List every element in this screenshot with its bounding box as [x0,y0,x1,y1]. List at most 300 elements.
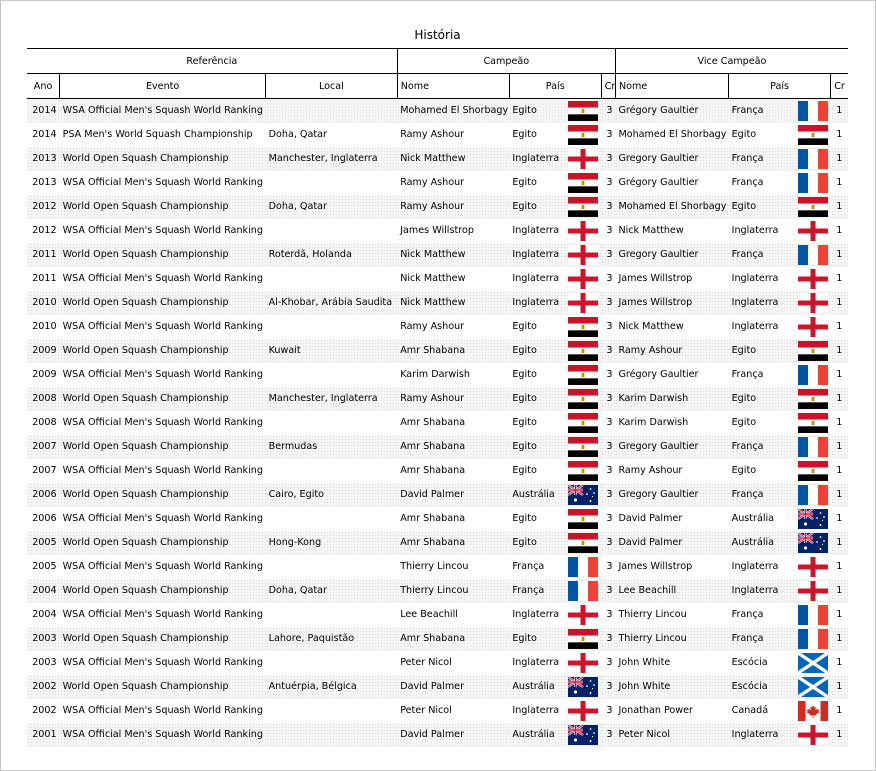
cell-champion-cr[interactable]: 3 [601,387,615,411]
table-row [27,483,848,507]
cell-champion-name[interactable]: Ramy Ashour [400,321,465,332]
cell-local[interactable] [266,267,398,291]
cell-local[interactable] [266,219,398,243]
cell-vice-name[interactable]: David Palmer [618,513,683,524]
cell-champion-country[interactable] [509,459,601,483]
column-header-vice-pais: País [729,74,831,99]
cell-champion-name[interactable]: Nick Matthew [397,147,509,171]
cell-champion-country[interactable] [509,507,601,531]
cell-vice-name[interactable]: Gregory Gaultier [615,243,728,267]
england-flag-icon [798,221,828,241]
cell-champion-name[interactable]: James Willstrop [400,225,474,236]
cell-champion-name[interactable]: Amr Shabana [400,417,466,428]
cell-evento[interactable]: World Open Squash Championship [60,387,266,411]
cell-local[interactable]: Kuwait [266,339,398,363]
cell-champion-name[interactable]: Amr Shabana [397,339,509,363]
cell-champion-name[interactable]: David Palmer [397,723,509,747]
page-title: História [414,28,461,42]
cell-champion-cr[interactable]: 3 [601,627,615,651]
vice-country-label: Egito [731,416,757,428]
cell-vice-country[interactable] [729,555,831,579]
cell-vice-cr[interactable]: 1 [836,561,843,572]
cell-champion-country[interactable] [509,363,601,387]
cell-vice-country[interactable] [729,603,831,627]
cell-vice-cr[interactable]: 1 [836,417,843,428]
england-flag-icon [568,269,598,289]
champion-country-label: Inglaterra [512,656,560,668]
cell-local[interactable] [266,459,398,483]
cell-ano[interactable]: 2007 [32,465,57,476]
table-row [27,339,848,363]
cell-vice-name[interactable]: Lee Beachill [615,579,728,603]
cell-champion-country[interactable] [509,99,601,123]
cell-evento[interactable]: WSA Official Men's Squash World Ranking [62,561,263,572]
egypt-flag-icon [798,461,828,481]
cell-champion-name[interactable]: Thierry Lincou [400,561,469,572]
france-flag-icon [798,485,828,505]
cell-vice-cr[interactable]: 1 [836,657,843,668]
cell-ano[interactable]: 2004 [27,579,60,603]
cell-vice-country[interactable] [729,339,831,363]
vice-country-label: Egito [731,344,757,356]
champion-country-label: Egito [512,344,537,356]
cell-local[interactable]: Manchester, Inglaterra [266,387,398,411]
cell-vice-country[interactable] [729,483,831,507]
cell-champion-name[interactable]: Ramy Ashour [397,195,509,219]
cell-champion-country[interactable] [509,531,601,555]
cell-champion-name[interactable]: Nick Matthew [397,243,509,267]
cell-evento[interactable]: WSA Official Men's Squash World Ranking [62,657,263,668]
cell-champion-cr[interactable]: 3 [601,675,615,699]
cell-champion-name[interactable]: Ramy Ashour [400,129,465,140]
cell-local[interactable]: Doha, Qatar [268,129,327,140]
cell-vice-country[interactable] [729,459,831,483]
cell-ano[interactable]: 2001 [27,723,60,747]
cell-local[interactable] [266,651,398,675]
cell-vice-name[interactable]: Gregory Gaultier [615,435,728,459]
cell-ano[interactable]: 2014 [27,99,60,123]
cell-ano[interactable]: 2005 [27,531,60,555]
champion-country-label: Egito [512,200,537,212]
cell-champion-cr[interactable]: 3 [606,609,613,620]
cell-ano[interactable]: 2005 [32,561,57,572]
champion-country-label: Egito [512,105,537,116]
cell-champion-country[interactable] [509,411,601,435]
cell-vice-cr[interactable]: 1 [836,129,843,140]
cell-vice-name[interactable]: Gregory Gaultier [615,147,728,171]
cell-vice-cr[interactable]: 1 [831,435,848,459]
cell-champion-cr[interactable]: 3 [601,435,615,459]
egypt-flag-icon [568,509,598,529]
cell-champion-cr[interactable]: 3 [606,321,613,332]
cell-vice-cr[interactable]: 1 [831,195,848,219]
cell-champion-country[interactable] [509,579,601,603]
vice-country-label: Inglaterra [731,320,779,332]
cell-champion-country[interactable] [509,267,601,291]
cell-vice-country[interactable] [729,243,831,267]
cell-vice-name[interactable]: Ramy Ashour [615,339,728,363]
cell-champion-name[interactable]: Mohamed El Shorbagy [397,99,509,123]
cell-local[interactable] [266,171,398,195]
champion-country-label: Inglaterra [512,272,560,284]
vice-country-label: França [731,248,764,260]
cell-vice-cr[interactable]: 1 [836,609,843,620]
france-flag-icon [798,173,828,193]
cell-evento[interactable]: World Open Squash Championship [60,435,266,459]
cell-evento[interactable]: WSA Official Men's Squash World Ranking [62,513,263,524]
cell-champion-cr[interactable]: 3 [601,147,615,171]
cell-champion-cr[interactable]: 3 [606,657,613,668]
cell-vice-cr[interactable]: 1 [836,513,843,524]
cell-evento[interactable]: WSA Official Men's Squash World Ranking [62,321,263,332]
champion-country-label: Egito [512,512,537,524]
cell-evento[interactable]: WSA Official Men's Squash World Ranking [60,99,266,123]
cell-vice-country[interactable] [729,579,831,603]
cell-evento[interactable]: PSA Men's World Squash Championship [62,129,253,140]
cell-vice-name[interactable]: David Palmer [615,531,728,555]
table-row [27,603,848,627]
cell-champion-country[interactable] [509,147,601,171]
cell-ano[interactable]: 2012 [32,225,57,236]
cell-vice-cr[interactable]: 1 [836,465,843,476]
cell-champion-country[interactable] [509,387,601,411]
cell-local[interactable]: Bermudas [266,435,398,459]
cell-ano[interactable]: 2007 [27,435,60,459]
cell-champion-name[interactable]: Ramy Ashour [400,177,465,188]
cell-vice-name[interactable]: James Willstrop [618,561,693,572]
cell-vice-country[interactable] [729,219,831,243]
vice-country-label: França [731,632,764,644]
cell-evento[interactable]: WSA Official Men's Squash World Ranking [62,369,263,380]
cell-vice-cr[interactable]: 1 [831,675,848,699]
cell-champion-cr[interactable]: 3 [606,465,613,476]
cell-champion-cr[interactable]: 3 [601,243,615,267]
column-header-ano: Ano [27,74,60,99]
cell-champion-country[interactable] [509,123,601,147]
england-flag-icon [568,245,598,265]
cell-local[interactable]: Doha, Qatar [266,195,398,219]
cell-champion-name[interactable]: Amr Shabana [400,513,466,524]
cell-vice-country[interactable] [729,147,831,171]
cell-local[interactable]: Manchester, Inglaterra [266,147,398,171]
australia-flag-icon [568,485,598,505]
cell-champion-name[interactable]: Lee Beachill [400,609,458,620]
cell-evento[interactable]: World Open Squash Championship [60,483,266,507]
cell-champion-country[interactable] [509,195,601,219]
cell-champion-cr[interactable]: 3 [601,531,615,555]
cell-vice-name[interactable]: James Willstrop [618,273,693,284]
table-row [27,315,848,339]
cell-vice-country[interactable] [729,435,831,459]
cell-local[interactable] [266,99,398,123]
vice-country-label: Egito [731,392,757,404]
cell-vice-country[interactable] [729,651,831,675]
cell-evento[interactable]: WSA Official Men's Squash World Ranking [62,417,263,428]
cell-ano[interactable]: 2014 [32,129,57,140]
cell-vice-cr[interactable]: 1 [831,483,848,507]
cell-evento[interactable]: World Open Squash Championship [60,291,266,315]
cell-local[interactable]: Roterdã, Holanda [266,243,398,267]
cell-ano[interactable]: 2009 [32,369,57,380]
cell-evento[interactable]: World Open Squash Championship [60,195,266,219]
cell-evento[interactable]: WSA Official Men's Squash World Ranking [62,705,263,716]
cell-vice-cr[interactable]: 1 [831,387,848,411]
cell-champion-name[interactable]: Peter Nicol [400,657,452,668]
group-header-campeao: Campeão [397,49,615,74]
cell-champion-country[interactable] [509,291,601,315]
cell-vice-cr[interactable]: 1 [836,369,843,380]
cell-vice-name[interactable]: Nick Matthew [618,225,684,236]
cell-evento[interactable]: WSA Official Men's Squash World Ranking [62,273,263,284]
cell-vice-name[interactable]: Mohamed El Shorbagy [618,129,727,140]
cell-champion-country[interactable] [509,243,601,267]
cell-champion-cr[interactable]: 3 [606,513,613,524]
cell-champion-cr[interactable]: 3 [601,195,615,219]
vice-country-label: Escócia [731,656,768,668]
cell-champion-country[interactable] [509,315,601,339]
cell-local[interactable]: Al-Khobar, Arábia Saudita [266,291,398,315]
column-header-champion-nome: Nome [397,74,509,99]
cell-vice-name[interactable]: Mohamed El Shorbagy [615,195,728,219]
england-flag-icon [568,149,598,169]
cell-champion-cr[interactable]: 3 [606,177,613,188]
cell-ano[interactable]: 2002 [32,705,57,716]
cell-vice-country[interactable] [729,723,831,747]
cell-ano[interactable]: 2011 [32,273,57,284]
champion-country-label: Inglaterra [512,608,560,620]
cell-champion-name[interactable]: Amr Shabana [397,531,509,555]
cell-local[interactable] [266,507,398,531]
vice-country-label: França [731,176,764,188]
egypt-flag-icon [568,125,598,145]
cell-ano[interactable]: 2011 [27,243,60,267]
cell-vice-name[interactable]: John White [615,675,728,699]
cell-vice-country[interactable] [729,387,831,411]
cell-ano[interactable]: 2009 [27,339,60,363]
cell-vice-name[interactable]: Peter Nicol [615,723,728,747]
cell-ano[interactable]: 2013 [32,177,57,188]
cell-champion-name[interactable]: Amr Shabana [400,465,466,476]
cell-champion-name[interactable]: Thierry Lincou [397,579,509,603]
table-row [27,627,848,651]
cell-local[interactable]: Cairo, Egito [266,483,398,507]
cell-vice-name[interactable]: Grégory Gaultier [618,177,699,188]
cell-vice-cr[interactable]: 1 [836,321,843,332]
cell-vice-country[interactable] [729,99,831,123]
cell-vice-name[interactable]: James Willstrop [615,291,728,315]
cell-champion-country[interactable] [509,699,601,723]
cell-champion-cr[interactable]: 3 [601,99,615,123]
cell-evento[interactable]: WSA Official Men's Squash World Ranking [62,609,263,620]
cell-vice-country[interactable] [729,531,831,555]
cell-champion-country[interactable] [509,603,601,627]
cell-vice-name[interactable]: Grégory Gaultier [618,369,699,380]
cell-champion-cr[interactable]: 3 [606,417,613,428]
cell-ano[interactable]: 2012 [27,195,60,219]
cell-champion-name[interactable]: Nick Matthew [400,273,466,284]
scotland-flag-icon [798,677,828,697]
cell-vice-cr[interactable]: 1 [831,579,848,603]
cell-local[interactable] [266,603,398,627]
cell-vice-country[interactable] [729,507,831,531]
cell-evento[interactable]: WSA Official Men's Squash World Ranking [62,177,263,188]
cell-champion-name[interactable]: Nick Matthew [397,291,509,315]
cell-vice-name[interactable]: Nick Matthew [618,321,684,332]
cell-ano[interactable]: 2003 [32,657,57,668]
cell-local[interactable]: Hong-Kong [266,531,398,555]
cell-champion-cr[interactable]: 3 [601,483,615,507]
cell-champion-name[interactable]: David Palmer [397,483,509,507]
cell-champion-country[interactable] [509,483,601,507]
column-header-local: Local [266,74,398,99]
cell-ano[interactable]: 2008 [32,417,57,428]
cell-vice-country[interactable] [729,195,831,219]
cell-evento[interactable]: WSA Official Men's Squash World Ranking [62,465,263,476]
cell-evento[interactable]: World Open Squash Championship [60,627,266,651]
cell-champion-cr[interactable]: 3 [606,561,613,572]
cell-evento[interactable]: World Open Squash Championship [60,531,266,555]
vice-country-label: Austrália [731,536,775,548]
cell-ano[interactable]: 2006 [27,483,60,507]
cell-vice-country[interactable] [729,171,831,195]
cell-evento[interactable]: World Open Squash Championship [60,147,266,171]
cell-champion-name[interactable]: Ramy Ashour [397,387,509,411]
cell-vice-country[interactable] [729,267,831,291]
cell-vice-cr[interactable]: 1 [831,627,848,651]
champion-country-label: Austrália [512,728,555,740]
cell-vice-name[interactable]: Karim Darwish [615,387,728,411]
cell-vice-name[interactable]: Thierry Lincou [618,609,687,620]
cell-evento[interactable]: WSA Official Men's Squash World Ranking [60,723,266,747]
cell-ano[interactable]: 2008 [27,387,60,411]
cell-local[interactable] [266,723,398,747]
cell-vice-name[interactable]: Karim Darwish [618,417,689,428]
champion-country-label: França [512,584,545,596]
cell-vice-country[interactable] [729,627,831,651]
cell-champion-country[interactable] [509,651,601,675]
cell-champion-cr[interactable]: 3 [606,273,613,284]
cell-vice-cr[interactable]: 1 [831,147,848,171]
cell-ano[interactable]: 2013 [27,147,60,171]
cell-vice-name[interactable]: Gregory Gaultier [615,483,728,507]
cell-vice-country[interactable] [729,411,831,435]
table-row [27,171,848,195]
cell-ano[interactable]: 2004 [32,609,57,620]
cell-vice-cr[interactable]: 1 [831,339,848,363]
cell-evento[interactable]: World Open Squash Championship [60,243,266,267]
cell-champion-cr[interactable]: 3 [606,129,613,140]
cell-ano[interactable]: 2006 [32,513,57,524]
cell-vice-cr[interactable]: 1 [836,225,843,236]
france-flag-icon [568,557,598,577]
cell-evento[interactable]: World Open Squash Championship [60,339,266,363]
cell-champion-cr[interactable]: 3 [601,291,615,315]
cell-local[interactable] [266,555,398,579]
cell-ano[interactable]: 2003 [27,627,60,651]
cell-champion-name[interactable]: Amr Shabana [397,627,509,651]
cell-champion-country[interactable] [509,171,601,195]
table-row [27,243,848,267]
egypt-flag-icon [568,101,598,121]
cell-vice-cr[interactable]: 1 [836,273,843,284]
cell-champion-country[interactable] [509,627,601,651]
cell-vice-name[interactable]: Ramy Ashour [618,465,683,476]
cell-vice-name[interactable]: John White [618,657,671,668]
cell-champion-country[interactable] [509,555,601,579]
cell-vice-cr[interactable]: 1 [831,99,848,123]
cell-champion-cr[interactable]: 3 [601,723,615,747]
cell-champion-country[interactable] [509,339,601,363]
cell-champion-country[interactable] [509,219,601,243]
cell-champion-country[interactable] [509,435,601,459]
cell-ano[interactable]: 2010 [27,291,60,315]
cell-champion-name[interactable]: David Palmer [397,675,509,699]
egypt-flag-icon [798,389,828,409]
cell-ano[interactable]: 2002 [27,675,60,699]
cell-vice-cr[interactable]: 1 [831,243,848,267]
cell-vice-country[interactable] [729,363,831,387]
egypt-flag-icon [568,197,598,217]
champion-country-label: Egito [512,128,537,140]
cell-local[interactable] [266,699,398,723]
cell-champion-cr[interactable]: 3 [606,369,613,380]
cell-vice-name[interactable]: Thierry Lincou [615,627,728,651]
cell-ano[interactable]: 2010 [32,321,57,332]
cell-vice-name[interactable]: Grégory Gaultier [615,99,728,123]
cell-champion-name[interactable]: Karim Darwish [400,369,470,380]
cell-champion-cr[interactable]: 3 [601,339,615,363]
cell-vice-cr[interactable]: 1 [831,291,848,315]
column-header-vice-cr: Cr [831,74,848,99]
cell-vice-cr[interactable]: 1 [836,705,843,716]
champion-country-label: Egito [512,440,537,452]
cell-vice-name[interactable]: Jonathan Power [618,705,693,716]
cell-champion-country[interactable] [509,675,601,699]
cell-local[interactable]: Lahore, Paquistão [266,627,398,651]
cell-vice-country[interactable] [729,123,831,147]
cell-vice-cr[interactable]: 1 [831,723,848,747]
cell-vice-country[interactable] [729,675,831,699]
cell-vice-cr[interactable]: 1 [831,531,848,555]
cell-evento[interactable]: WSA Official Men's Squash World Ranking [62,225,263,236]
cell-vice-country[interactable] [729,315,831,339]
cell-champion-cr[interactable]: 3 [606,225,613,236]
cell-champion-name[interactable]: Amr Shabana [397,435,509,459]
england-flag-icon [798,269,828,289]
cell-champion-name[interactable]: Peter Nicol [400,705,452,716]
champion-country-label: Inglaterra [512,152,560,164]
table-row [27,651,848,675]
egypt-flag-icon [798,413,828,433]
table-row [27,579,848,603]
cell-vice-country[interactable] [729,699,831,723]
cell-local[interactable]: Doha, Qatar [266,579,398,603]
cell-champion-cr[interactable]: 3 [606,705,613,716]
cell-local[interactable] [266,363,398,387]
cell-vice-cr[interactable]: 1 [836,177,843,188]
cell-local[interactable] [266,315,398,339]
cell-evento[interactable]: World Open Squash Championship [60,579,266,603]
cell-vice-country[interactable] [729,291,831,315]
table-row [27,459,848,483]
cell-champion-cr[interactable]: 3 [601,579,615,603]
cell-champion-country[interactable] [509,723,601,747]
cell-evento[interactable]: World Open Squash Championship [60,675,266,699]
england-flag-icon [798,293,828,313]
cell-local[interactable] [266,411,398,435]
cell-local[interactable]: Antuérpia, Bélgica [266,675,398,699]
table-row [27,363,848,387]
